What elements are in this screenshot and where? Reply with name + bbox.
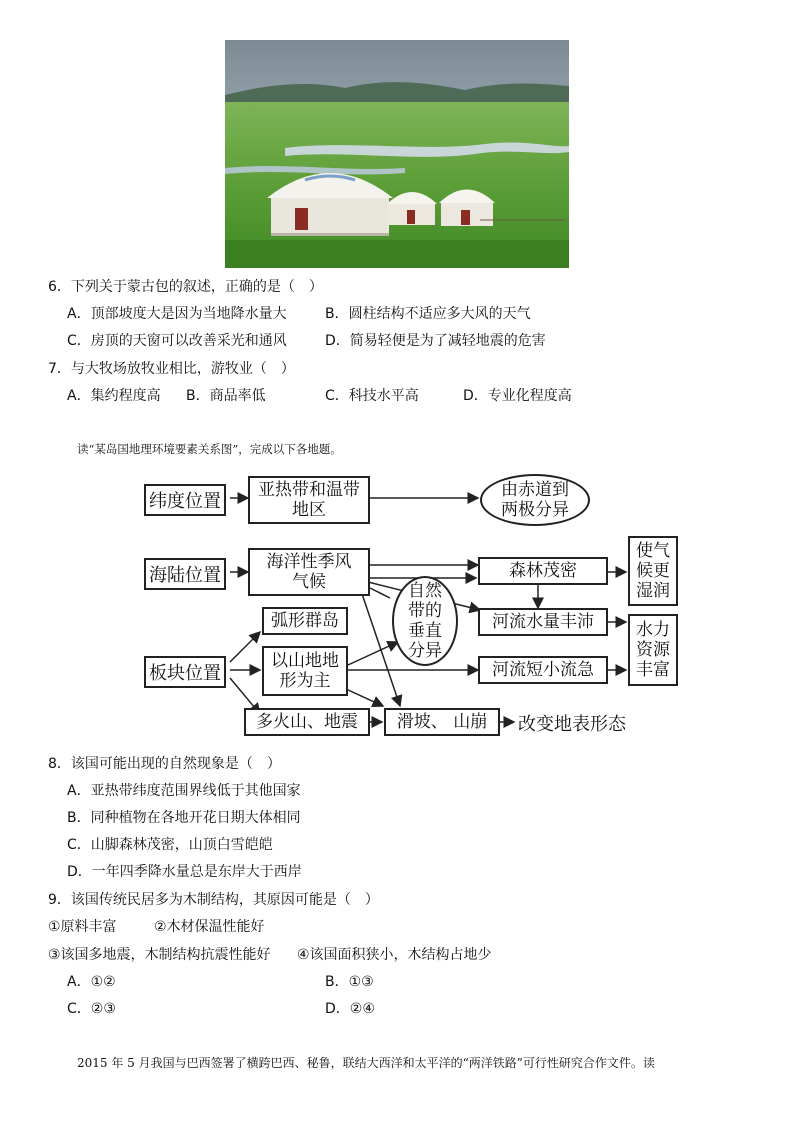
q7-option-d: D．专业化程度高 bbox=[463, 388, 572, 404]
next-passage-intro: 2015 年 5 月我国与巴西签署了横跨巴西、秘鲁，联结大西洋和太平洋的“两洋铁路”可行性研究合作文件。读 bbox=[77, 1056, 655, 1070]
q8-stem: 8．该国可能出现的自然现象是（ ） bbox=[48, 756, 281, 772]
q9-stem: 9．该国传统民居多为木制结构，其原因可能是（ ） bbox=[48, 892, 379, 908]
q6-option-d: D．简易轻便是为了减轻地震的危害 bbox=[325, 333, 546, 349]
ellipse-latitudinal-differentiation: 由赤道到 两极分异 bbox=[480, 474, 590, 526]
q9-statement-3: ③该国多地震，木制结构抗震性能好 bbox=[48, 947, 271, 963]
q6-stem: 6．下列关于蒙古包的叙述，正确的是（ ） bbox=[48, 279, 323, 295]
q8-option-c: C．山脚森林茂密，山顶白雪皑皑 bbox=[67, 837, 273, 853]
q9-statement-4: ④该国面积狭小，木结构占地少 bbox=[297, 947, 492, 963]
box-arc-islands: 弧形群岛 bbox=[262, 607, 348, 635]
box-land-sea: 海陆位置 bbox=[144, 558, 226, 590]
q6-option-c: C．房顶的天窗可以改善采光和通风 bbox=[67, 333, 287, 349]
box-forest: 森林茂密 bbox=[478, 557, 608, 585]
q7-option-b: B．商品率低 bbox=[186, 388, 266, 404]
box-mountainous: 以山地地 形为主 bbox=[262, 646, 348, 696]
ellipse-vertical-differentiation bbox=[392, 576, 458, 666]
q9-option-c: C．②③ bbox=[67, 1001, 116, 1017]
box-landslide: 滑坡、 山崩 bbox=[384, 708, 500, 736]
box-river-flow: 河流水量丰沛 bbox=[478, 608, 608, 636]
q8-option-a: A．亚热带纬度范围界线低于其他国家 bbox=[67, 783, 301, 799]
box-latitude: 纬度位置 bbox=[144, 484, 226, 516]
label-change-landform: 改变地表形态 bbox=[518, 714, 626, 735]
q9-option-b: B．①③ bbox=[325, 974, 374, 990]
q6-option-a: A．顶部坡度大是因为当地降水量大 bbox=[67, 306, 287, 322]
q6-option-b: B．圆柱结构不适应多大风的天气 bbox=[325, 306, 531, 322]
box-hydro-power bbox=[628, 614, 678, 686]
box-climate-zone: 亚热带和温带 地区 bbox=[248, 476, 370, 524]
q9-option-a: A．①② bbox=[67, 974, 116, 990]
q7-option-c: C．科技水平高 bbox=[325, 388, 419, 404]
box-short-rivers: 河流短小流急 bbox=[478, 656, 608, 684]
box-monsoon-climate: 海洋性季风 气候 bbox=[248, 548, 370, 596]
diagram-intro: 读“某岛国地理环境要素关系图”，完成以下各地题。 bbox=[77, 442, 342, 456]
geo-relationship-diagram bbox=[138, 470, 683, 740]
q8-option-d: D．一年四季降水量总是东岸大于西岸 bbox=[67, 864, 302, 880]
q9-option-d: D．②④ bbox=[325, 1001, 375, 1017]
q7-option-a: A．集约程度高 bbox=[67, 388, 161, 404]
q9-statement-1: ①原料丰富 bbox=[48, 919, 117, 935]
q7-stem: 7．与大牧场放牧业相比，游牧业（ ） bbox=[48, 361, 295, 377]
box-volcano-earthquake: 多火山、地震 bbox=[244, 708, 370, 736]
box-plate: 板块位置 bbox=[144, 656, 226, 688]
q8-option-b: B．同种植物在各地开花日期大体相同 bbox=[67, 810, 301, 826]
box-hydro-label: 水力资源丰富 bbox=[636, 620, 670, 680]
q9-statement-2: ②木材保温性能好 bbox=[154, 919, 265, 935]
ellipse-vertical-label: 自然带的垂直分异 bbox=[408, 581, 442, 661]
box-more-humid-label: 使气候更湿润 bbox=[636, 541, 670, 601]
yurt-photo bbox=[225, 40, 569, 268]
box-more-humid bbox=[628, 536, 678, 606]
